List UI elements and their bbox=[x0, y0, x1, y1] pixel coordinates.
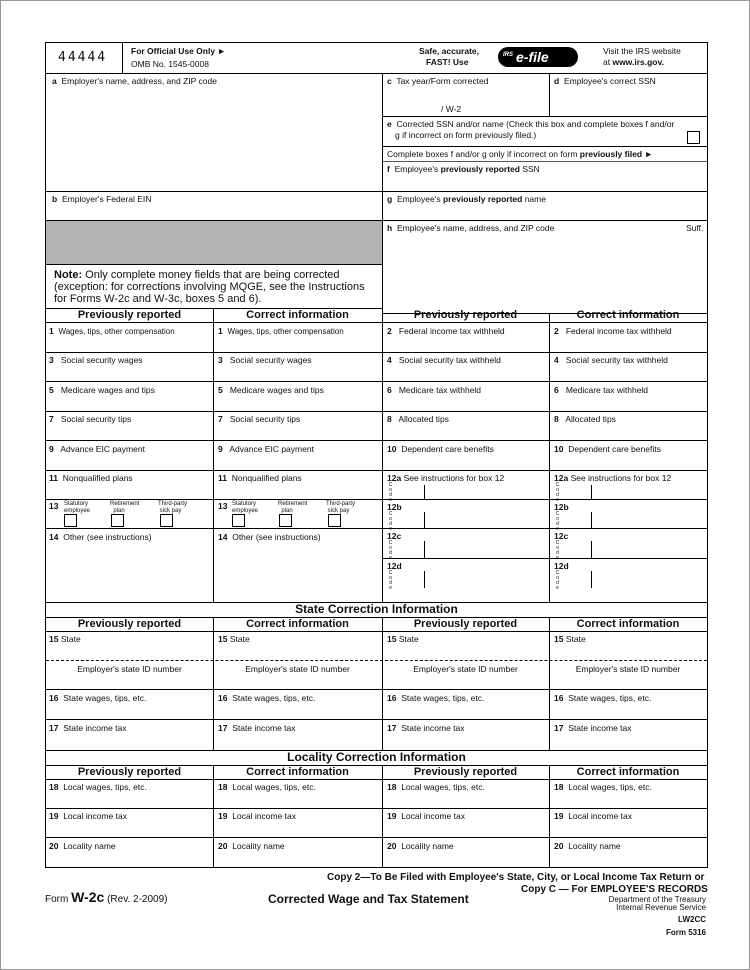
code-12c-prev: Code bbox=[388, 540, 393, 561]
field-20-prev-1: 20 Locality name bbox=[49, 841, 116, 851]
state-hdr-corr-2: Correct information bbox=[576, 618, 680, 630]
field-4-corr: 4 Social security tax withheld bbox=[554, 355, 668, 365]
state-col-div-2 bbox=[382, 618, 383, 750]
locality-hdr-prev-2: Previously reported bbox=[413, 766, 518, 778]
id-center-divider bbox=[382, 73, 383, 313]
field-12a-corr: 12a See instructions for box 12 bbox=[554, 473, 672, 483]
money-row-line-8-right bbox=[382, 558, 707, 559]
field-10-prev: 10 Dependent care benefits bbox=[387, 444, 494, 454]
state-row-line-2 bbox=[46, 719, 707, 720]
note-line1: Note: Only complete money fields that are being corrected bbox=[54, 269, 340, 281]
field-18-prev-1: 18 Local wages, tips, etc. bbox=[49, 782, 147, 792]
field-12a-prev: 12a See instructions for box 12 bbox=[387, 473, 505, 483]
field-12c-prev: 12c bbox=[387, 531, 402, 541]
field-16-prev-2: 16 State wages, tips, etc. bbox=[387, 693, 485, 703]
visit-irs-line1: Visit the IRS website bbox=[603, 46, 681, 56]
field-17-corr-2: 17 State income tax bbox=[554, 723, 632, 733]
field-10-corr: 10 Dependent care benefits bbox=[554, 444, 661, 454]
code-12b-corr-div bbox=[591, 512, 592, 528]
field-13-corr-num: 13 bbox=[218, 501, 228, 511]
field-13-prev-thirdparty: Third-party sick pay bbox=[158, 501, 188, 514]
note-line3: for Forms W-2c and W-3c, boxes 5 and 6). bbox=[54, 293, 262, 305]
money-row-line-1 bbox=[46, 352, 707, 353]
field-19-corr-1: 19 Local income tax bbox=[218, 811, 296, 821]
locality-col-div-1 bbox=[213, 766, 214, 867]
field-6-prev: 6 Medicare tax withheld bbox=[387, 385, 482, 395]
gray-shaded-area bbox=[46, 221, 382, 264]
hdr-corr-1: Correct information bbox=[246, 309, 349, 321]
code-12d-prev-div bbox=[424, 571, 425, 588]
box-g-bottom-line bbox=[382, 220, 707, 221]
field-5-prev: 5 Medicare wages and tips bbox=[49, 385, 155, 395]
field-1-prev: 1 Wages, tips, other compensation bbox=[49, 326, 175, 336]
field-20-prev-2: 20 Locality name bbox=[387, 841, 454, 851]
state-hdr-corr-1: Correct information bbox=[246, 618, 349, 630]
field-13-prev-statutory-checkbox[interactable] bbox=[64, 514, 77, 527]
copyc-instruction: Copy C — For EMPLOYEE'S RECORDS bbox=[521, 884, 708, 895]
code-12c-corr: Code bbox=[555, 540, 560, 561]
field-7-prev: 7 Social security tips bbox=[49, 414, 132, 424]
form-title: Corrected Wage and Tax Statement bbox=[268, 892, 469, 906]
efile-wordmark: e-file bbox=[516, 49, 549, 65]
field-8-corr: 8 Allocated tips bbox=[554, 414, 616, 424]
employer-state-id-corr-2: Employer's state ID number bbox=[575, 664, 681, 674]
field-4-prev: 4 Social security tax withheld bbox=[387, 355, 501, 365]
state-section-title: State Correction Information bbox=[295, 602, 458, 616]
field-17-prev-1: 17 State income tax bbox=[49, 723, 127, 733]
field-18-corr-1: 18 Local wages, tips, etc. bbox=[218, 782, 316, 792]
box-cd-bottom-line bbox=[382, 116, 707, 117]
field-15-corr-1: 15 State bbox=[218, 634, 250, 644]
official-use-label: For Official Use Only ► bbox=[131, 46, 226, 56]
employer-state-id-prev-2: Employer's state ID number bbox=[413, 664, 518, 674]
locality-col-div-3 bbox=[549, 766, 550, 867]
box-g-label: g Employee's previously reported name bbox=[387, 194, 546, 204]
field-1-corr: 1 Wages, tips, other compensation bbox=[218, 326, 344, 336]
complete-fg-instruction: Complete boxes f and/or g only if incorrect on form previously filed ► bbox=[387, 149, 653, 159]
locality-hdr-prev-1: Previously reported bbox=[77, 766, 182, 778]
control-number: 44444 bbox=[58, 50, 108, 65]
hdr-corr-2: Correct information bbox=[576, 309, 680, 321]
box-h-label: h Employee's name, address, and ZIP code bbox=[387, 223, 555, 233]
field-12c-corr: 12c bbox=[554, 531, 569, 541]
field-8-prev: 8 Allocated tips bbox=[387, 414, 449, 424]
locality-hdr-corr-1: Correct information bbox=[246, 766, 349, 778]
complete-fg-underline bbox=[382, 161, 707, 162]
locality-row-line-1 bbox=[46, 808, 707, 809]
visit-irs-line2: at www.irs.gov. bbox=[603, 57, 664, 67]
header-divider bbox=[122, 43, 123, 73]
box-cd-divider bbox=[549, 73, 550, 116]
copy2-instruction: Copy 2—To Be Filed with Employee's State, City, or Local Income Tax Return or bbox=[327, 872, 705, 883]
field-18-prev-2: 18 Local wages, tips, etc. bbox=[387, 782, 485, 792]
field-12b-corr: 12b bbox=[554, 502, 569, 512]
field-13-corr-thirdparty-checkbox[interactable] bbox=[328, 514, 341, 527]
code-12a-prev: Code bbox=[388, 482, 393, 503]
state-col-div-3 bbox=[549, 618, 550, 750]
locality-hdr-corr-2: Correct information bbox=[576, 766, 680, 778]
field-6-corr: 6 Medicare tax withheld bbox=[554, 385, 649, 395]
state-hdr-prev-2: Previously reported bbox=[413, 618, 518, 630]
field-19-prev-1: 19 Local income tax bbox=[49, 811, 127, 821]
dept-treasury: Department of the Treasury bbox=[608, 895, 706, 904]
field-13-corr-statutory: Statutory employee bbox=[232, 501, 259, 514]
employer-state-id-corr-1: Employer's state ID number bbox=[245, 664, 350, 674]
field-16-corr-2: 16 State wages, tips, etc. bbox=[554, 693, 652, 703]
box-e-line1: e Corrected SSN and/or name (Check this box and complete boxes f and/or bbox=[387, 119, 675, 129]
code-12d-corr-div bbox=[591, 571, 592, 588]
employer-state-id-prev-1: Employer's state ID number bbox=[77, 664, 182, 674]
money-row-line-5 bbox=[46, 470, 707, 471]
field-17-prev-2: 17 State income tax bbox=[387, 723, 465, 733]
box-e-bottom-line bbox=[382, 146, 707, 147]
money-row-line-6 bbox=[46, 499, 707, 500]
box-e-checkbox[interactable] bbox=[687, 131, 700, 144]
field-13-prev-num: 13 bbox=[49, 501, 59, 511]
form-identifier: Form W-2c (Rev. 2-2009) bbox=[45, 889, 168, 905]
state-header-line bbox=[46, 631, 707, 632]
field-20-corr-1: 20 Locality name bbox=[218, 841, 285, 851]
safe-accurate-line2: FAST! Use bbox=[426, 57, 469, 67]
header-bottom-line bbox=[46, 73, 707, 74]
field-13-prev-thirdparty-checkbox[interactable] bbox=[160, 514, 173, 527]
safe-accurate-line1: Safe, accurate, bbox=[419, 46, 480, 56]
field-19-corr-2: 19 Local income tax bbox=[554, 811, 632, 821]
field-16-corr-1: 16 State wages, tips, etc. bbox=[218, 693, 316, 703]
box-c-label: c Tax year/Form corrected bbox=[387, 76, 489, 86]
field-16-prev-1: 16 State wages, tips, etc. bbox=[49, 693, 147, 703]
box-b-label: b Employer's Federal EIN bbox=[52, 194, 152, 204]
field-11-prev: 11 Nonqualified plans bbox=[49, 473, 133, 483]
efile-logo bbox=[498, 47, 578, 67]
efile-irs-mark: IRS bbox=[503, 52, 514, 58]
field-12b-prev: 12b bbox=[387, 502, 402, 512]
code-12d-corr: Code bbox=[555, 570, 560, 591]
money-row-line-2 bbox=[46, 381, 707, 382]
box-h-suffix: Suff. bbox=[686, 223, 704, 233]
locality-col-div-2 bbox=[382, 766, 383, 867]
irs-name: Internal Revenue Service bbox=[616, 903, 706, 912]
field-13-corr-statutory-checkbox[interactable] bbox=[232, 514, 245, 527]
omb-number: OMB No. 1545-0008 bbox=[131, 59, 209, 69]
money-row-line-4 bbox=[46, 440, 707, 441]
box-e-line2: g if incorrect on form previously filed.) bbox=[395, 130, 537, 140]
field-13-prev-statutory: Statutory employee bbox=[64, 501, 91, 514]
code-12b-prev-div bbox=[424, 512, 425, 528]
box-d-label: d Employee's correct SSN bbox=[554, 76, 656, 86]
locality-header-line bbox=[46, 779, 707, 780]
code-12a-prev-div bbox=[424, 485, 425, 499]
field-5-corr: 5 Medicare wages and tips bbox=[218, 385, 324, 395]
field-14-corr: 14 Other (see instructions) bbox=[218, 532, 321, 542]
box-f-bottom-line bbox=[382, 191, 707, 192]
field-15-prev-2: 15 State bbox=[387, 634, 419, 644]
field-18-corr-2: 18 Local wages, tips, etc. bbox=[554, 782, 652, 792]
state-col-div-1 bbox=[213, 618, 214, 750]
code-12c-corr-div bbox=[591, 541, 592, 558]
field-13-prev-retirement-checkbox[interactable] bbox=[111, 514, 124, 527]
w2c-form bbox=[45, 42, 708, 868]
field-12d-prev: 12d bbox=[387, 561, 402, 571]
code-12b-prev: Code bbox=[388, 511, 393, 532]
state-row-line-1 bbox=[46, 689, 707, 690]
field-3-corr: 3 Social security wages bbox=[218, 355, 312, 365]
state-hdr-prev-1: Previously reported bbox=[77, 618, 182, 630]
field-19-prev-2: 19 Local income tax bbox=[387, 811, 465, 821]
field-9-prev: 9 Advance EIC payment bbox=[49, 444, 145, 454]
locality-row-line-2 bbox=[46, 837, 707, 838]
money-row-line-7-left bbox=[46, 528, 382, 529]
gray-bottom-line bbox=[46, 264, 382, 265]
code-12a-corr-div bbox=[591, 485, 592, 499]
box-a-label: a Employer's name, address, and ZIP code bbox=[52, 76, 217, 86]
field-13-prev-retirement: Retirement plan bbox=[110, 501, 140, 514]
code-12a-corr: Code bbox=[555, 482, 560, 503]
money-row-line-3 bbox=[46, 411, 707, 412]
hdr-prev-2: Previously reported bbox=[413, 309, 518, 321]
field-11-corr: 11 Nonqualified plans bbox=[218, 473, 302, 483]
box-a-bottom-line bbox=[46, 191, 382, 192]
field-20-corr-2: 20 Locality name bbox=[554, 841, 621, 851]
code-12b-corr: Code bbox=[555, 511, 560, 532]
box-c-form: / W-2 bbox=[441, 104, 462, 114]
field-12d-corr: 12d bbox=[554, 561, 569, 571]
field-13-corr-retirement-checkbox[interactable] bbox=[279, 514, 292, 527]
field-3-prev: 3 Social security wages bbox=[49, 355, 143, 365]
box-f-label: f Employee's previously reported SSN bbox=[387, 164, 540, 174]
note-line2: (exception: for corrections involving MQGE, see the Instructions bbox=[54, 281, 365, 293]
field-17-corr-1: 17 State income tax bbox=[218, 723, 296, 733]
field-14-prev: 14 Other (see instructions) bbox=[49, 532, 152, 542]
money-header-line bbox=[46, 322, 707, 323]
code-12d-prev: Code bbox=[388, 570, 393, 591]
form-code-lw2cc: LW2CC bbox=[678, 915, 706, 924]
state-dashed-line bbox=[46, 660, 707, 661]
money-row-line-7-right bbox=[382, 528, 707, 529]
hdr-prev-1: Previously reported bbox=[77, 309, 182, 321]
field-2-corr: 2 Federal income tax withheld bbox=[554, 326, 672, 336]
field-9-corr: 9 Advance EIC payment bbox=[218, 444, 314, 454]
field-2-prev: 2 Federal income tax withheld bbox=[387, 326, 505, 336]
field-15-corr-2: 15 State bbox=[554, 634, 586, 644]
locality-section-title: Locality Correction Information bbox=[287, 750, 466, 764]
form-code-5316: Form 5316 bbox=[665, 928, 706, 937]
field-13-corr-retirement: Retirement plan bbox=[278, 501, 308, 514]
field-13-corr-thirdparty: Third-party sick pay bbox=[326, 501, 356, 514]
field-7-corr: 7 Social security tips bbox=[218, 414, 301, 424]
code-12c-prev-div bbox=[424, 541, 425, 558]
field-15-prev-1: 15 State bbox=[49, 634, 81, 644]
